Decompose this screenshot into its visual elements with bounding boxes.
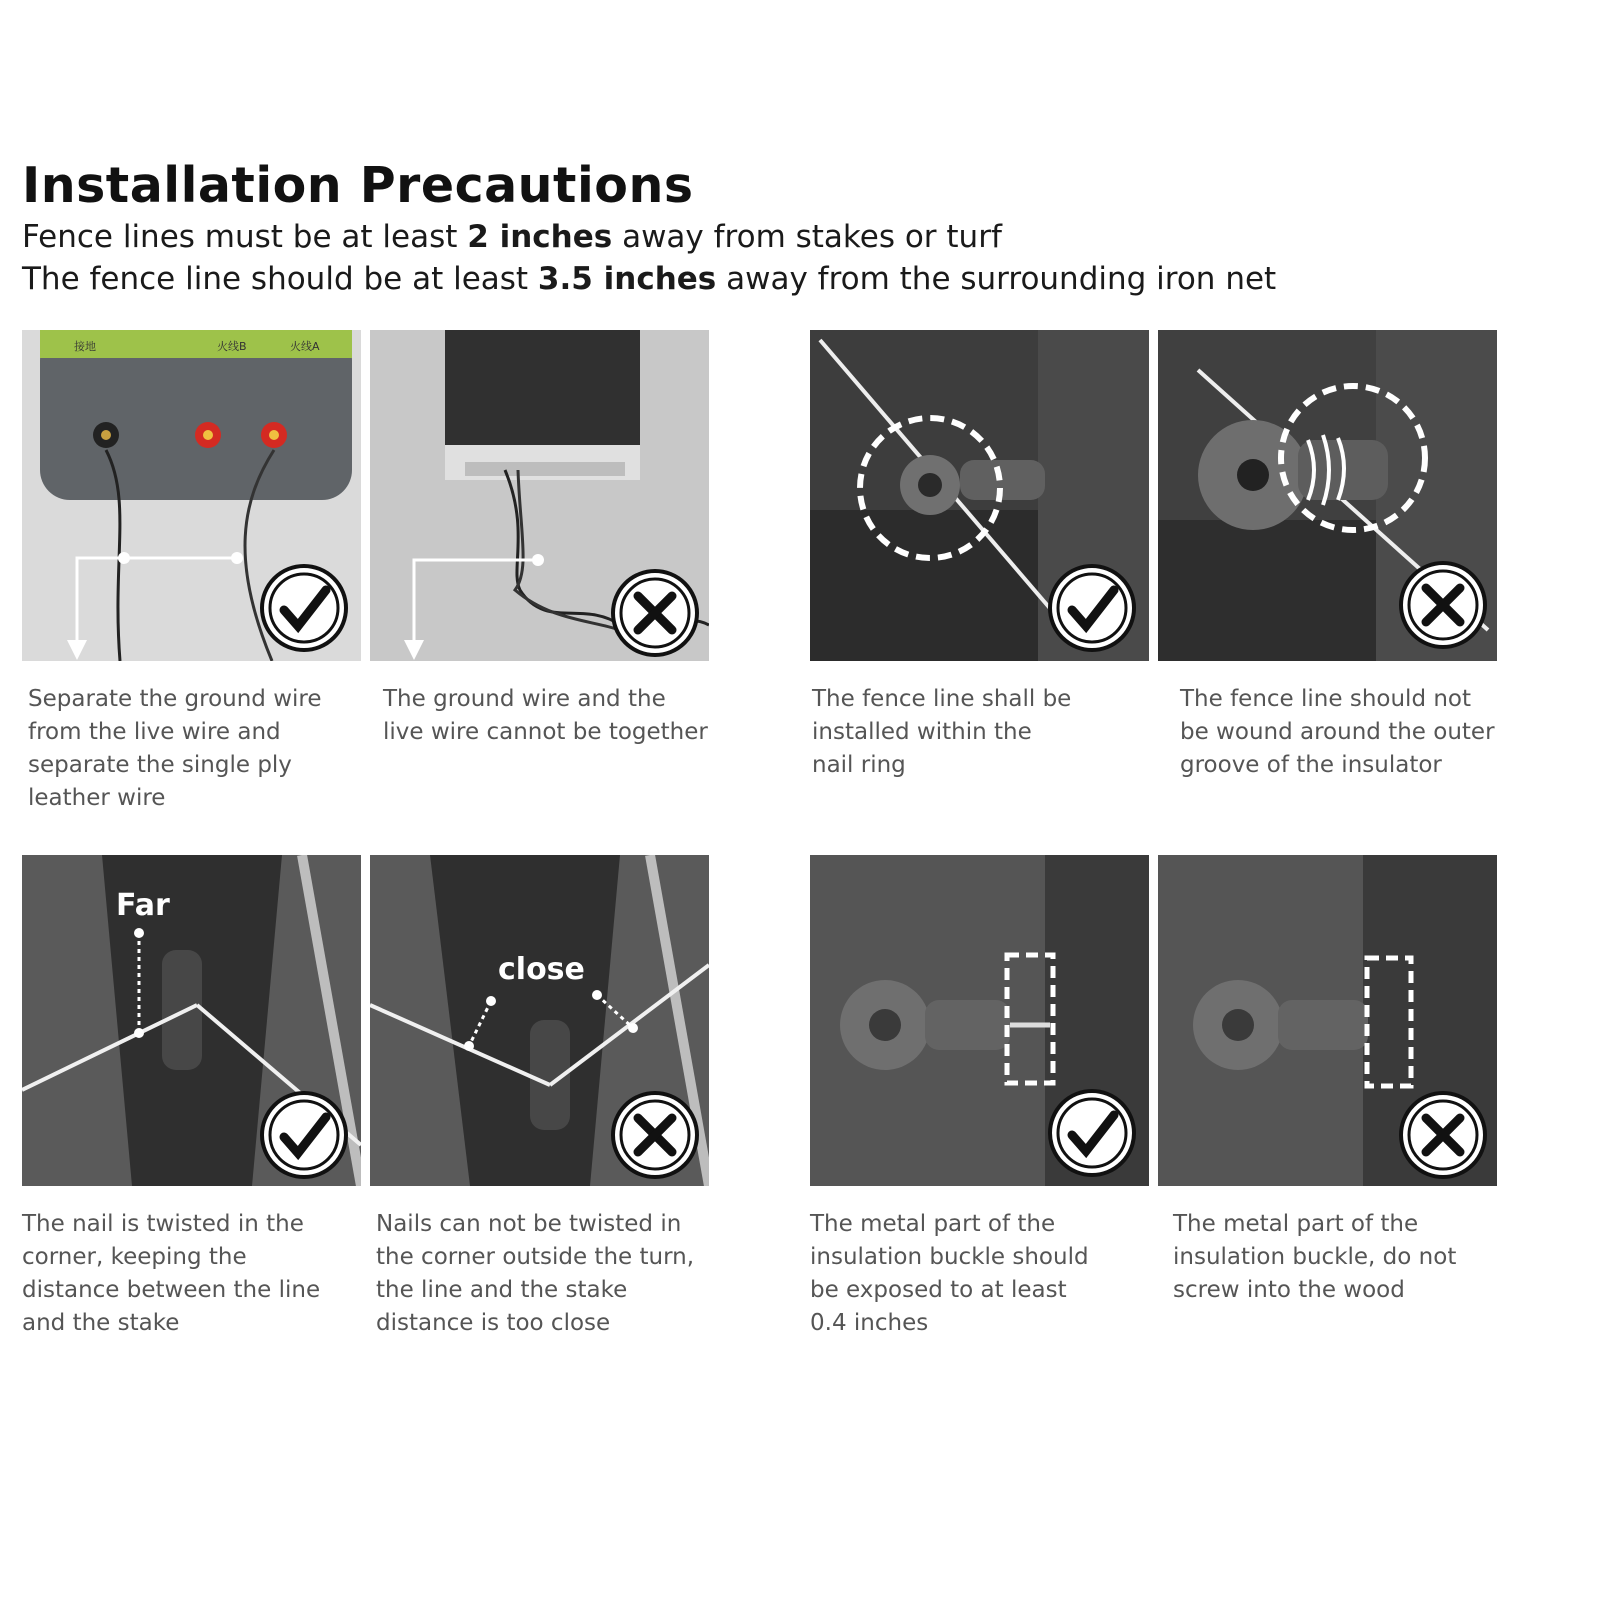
caption-wires-together: The ground wire and the live wire cannot be together [383, 686, 708, 745]
check-mark-icon [1050, 566, 1134, 650]
terminal-label-ground: 接地 [74, 340, 96, 353]
terminal-label-live-a: 火线A [290, 340, 320, 353]
terminal-label-live-b: 火线B [217, 340, 247, 353]
caption-nail-close: Nails can not be twisted in the corner outside the turn, the line and the stake distance is too close [376, 1211, 695, 1336]
caption-nail-far: The nail is twisted in the corner, keeping the distance between the line and the stake [22, 1211, 321, 1336]
photo-wires-together [370, 330, 709, 661]
photo-line-inside-ring [810, 330, 1149, 661]
cross-mark-icon [613, 1093, 697, 1177]
check-mark-icon [262, 566, 346, 650]
subtitle-1-emphasis: 2 inches [467, 219, 613, 255]
cross-mark-icon [613, 571, 697, 655]
far-label: Far [116, 888, 170, 923]
caption-line-wound-groove: The fence line should not be wound around the outer groove of the insulator [1180, 686, 1495, 778]
subtitle-1-text-a: Fence lines must be at least [22, 219, 468, 255]
photo-nail-close [370, 855, 709, 1186]
photo-separate-wires [22, 330, 361, 661]
subtitle-1-text-b: away from stakes or turf [612, 219, 1002, 255]
subtitle-2-text-a: The fence line should be at least [22, 261, 538, 297]
caption-metal-in-wood: The metal part of the insulation buckle, do not screw into the wood [1173, 1211, 1457, 1303]
page-title: Installation Precautions [22, 157, 694, 214]
cross-mark-icon [1401, 563, 1485, 647]
photo-nail-far [22, 855, 361, 1186]
subtitle-2-emphasis: 3.5 inches [537, 261, 717, 297]
subtitle-2-text-b: away from the surrounding iron net [716, 261, 1277, 297]
subtitle-line-2 [22, 261, 1276, 297]
check-mark-icon [262, 1093, 346, 1177]
close-label: close [498, 952, 585, 987]
photo-metal-exposed [810, 855, 1149, 1186]
caption-line-inside-ring: The fence line shall be installed within the nail ring [812, 686, 1072, 778]
caption-metal-exposed: The metal part of the insulation buckle should be exposed to at least 0.4 inches [810, 1211, 1089, 1336]
check-mark-icon [1050, 1091, 1134, 1175]
subtitle-line-1 [22, 219, 1002, 255]
photo-metal-in-wood [1158, 855, 1497, 1186]
caption-separate-wires: Separate the ground wire from the live wire and separate the single ply leather wire [28, 686, 322, 811]
cross-mark-icon [1401, 1093, 1485, 1177]
photo-line-wound-groove [1158, 330, 1497, 661]
